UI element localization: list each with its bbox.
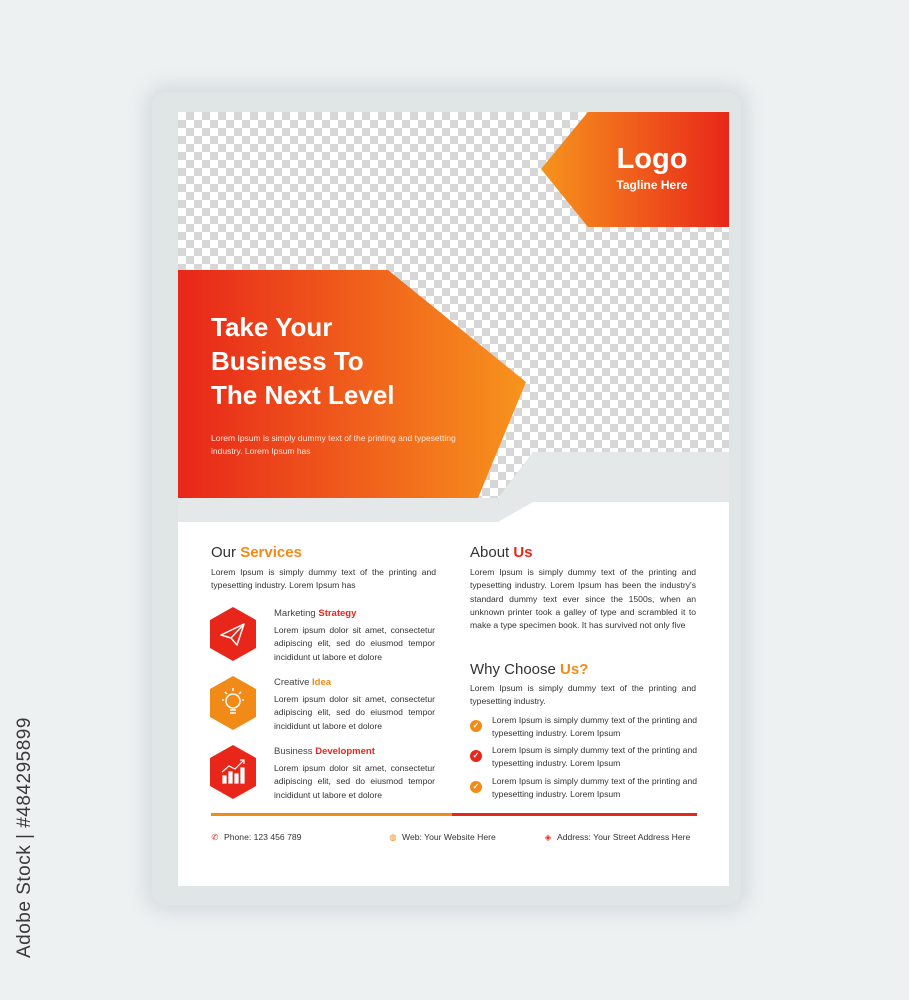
why-item-2: Lorem Ipsum is simply dummy text of the printing and typesetting industry. Lorem Ipsum: [492, 745, 697, 769]
about-title-plain: About: [470, 544, 510, 561]
why-title-accent: Us?: [560, 661, 589, 678]
services-title: [211, 544, 302, 561]
service-title-1-plain: Marketing: [274, 608, 316, 619]
service-hex-1: [209, 607, 257, 661]
contact-phone-text: Phone: 123 456 789: [224, 832, 302, 842]
why-title-plain: Why Choose: [470, 661, 556, 678]
about-title: [470, 544, 533, 561]
check-icon: ✓: [470, 781, 482, 793]
service-hex-3: [209, 745, 257, 799]
headline-line-3: The Next Level: [211, 380, 395, 410]
contact-web: [388, 832, 496, 843]
service-hex-2: [209, 676, 257, 730]
services-title-accent: Services: [240, 544, 302, 561]
phone-icon: ✆: [211, 832, 219, 842]
why-intro: Lorem Ipsum is simply dummy text of the printing and typesetting industry.: [470, 683, 696, 707]
contact-web-text: Web: Your Website Here: [402, 832, 496, 842]
globe-icon: ◍: [389, 832, 397, 842]
contact-address-text: Address: Your Street Address Here: [557, 832, 691, 842]
hero-subtext: Lorem Ipsum is simply dummy text of the printing and typesetting industry. Lorem Ipsum has: [211, 433, 456, 456]
about-title-accent: Us: [513, 544, 533, 561]
service-text-1: Lorem ipsum dolor sit amet, consectetur adipiscing elit, sed do eiusmod tempor incididunt ut labore et dolore: [274, 625, 435, 662]
why-title: [470, 661, 588, 678]
services-title-plain: Our: [211, 544, 237, 561]
service-title-2-plain: Creative: [274, 677, 310, 688]
why-item-3: Lorem Ipsum is simply dummy text of the printing and typesetting industry. Lorem Ipsum: [492, 776, 697, 800]
logo-tagline: Tagline Here: [616, 178, 688, 192]
service-title-1: [274, 608, 356, 619]
contact-phone: [210, 832, 301, 843]
service-text-3: Lorem ipsum dolor sit amet, consectetur adipiscing elit, sed do eiusmod tempor incididunt ut labore et dolore: [274, 763, 435, 800]
check-icon: ✓: [470, 720, 482, 732]
divider-red: [452, 813, 697, 816]
service-title-1-accent: Strategy: [318, 608, 357, 619]
logo-text: Logo: [616, 143, 688, 175]
flyer-page: [178, 112, 729, 886]
service-title-3: [274, 746, 375, 757]
stock-id: Adobe Stock | #484295899: [14, 717, 35, 958]
services-intro: Lorem Ipsum is simply dummy text of the printing and typesetting industry. Lorem Ipsum has: [211, 567, 436, 591]
hero-headline: [211, 310, 511, 412]
location-icon: ◈: [544, 832, 552, 842]
service-text-2: Lorem ipsum dolor sit amet, consectetur adipiscing elit, sed do eiusmod tempor incididunt ut labore et dolore: [274, 694, 435, 731]
headline-line-2: Business To: [211, 346, 364, 376]
about-text: Lorem Ipsum is simply dummy text of the printing and typesetting industry. Lorem Ipsum has been the industry's standard dummy text ever since the 1500s, when an unknown printer took a galley of type and scrambled it to make a type specimen book. It has survived not only five: [470, 567, 696, 631]
divider-orange: [211, 813, 452, 816]
service-title-2: [274, 677, 331, 688]
service-title-3-accent: Development: [315, 746, 375, 757]
service-title-2-accent: Idea: [312, 677, 332, 688]
check-icon: ✓: [470, 750, 482, 762]
service-title-3-plain: Business: [274, 746, 313, 757]
why-item-1: Lorem Ipsum is simply dummy text of the printing and typesetting industry. Lorem Ipsum: [492, 715, 697, 739]
headline-line-1: Take Your: [211, 312, 333, 342]
contact-address: [543, 832, 690, 843]
